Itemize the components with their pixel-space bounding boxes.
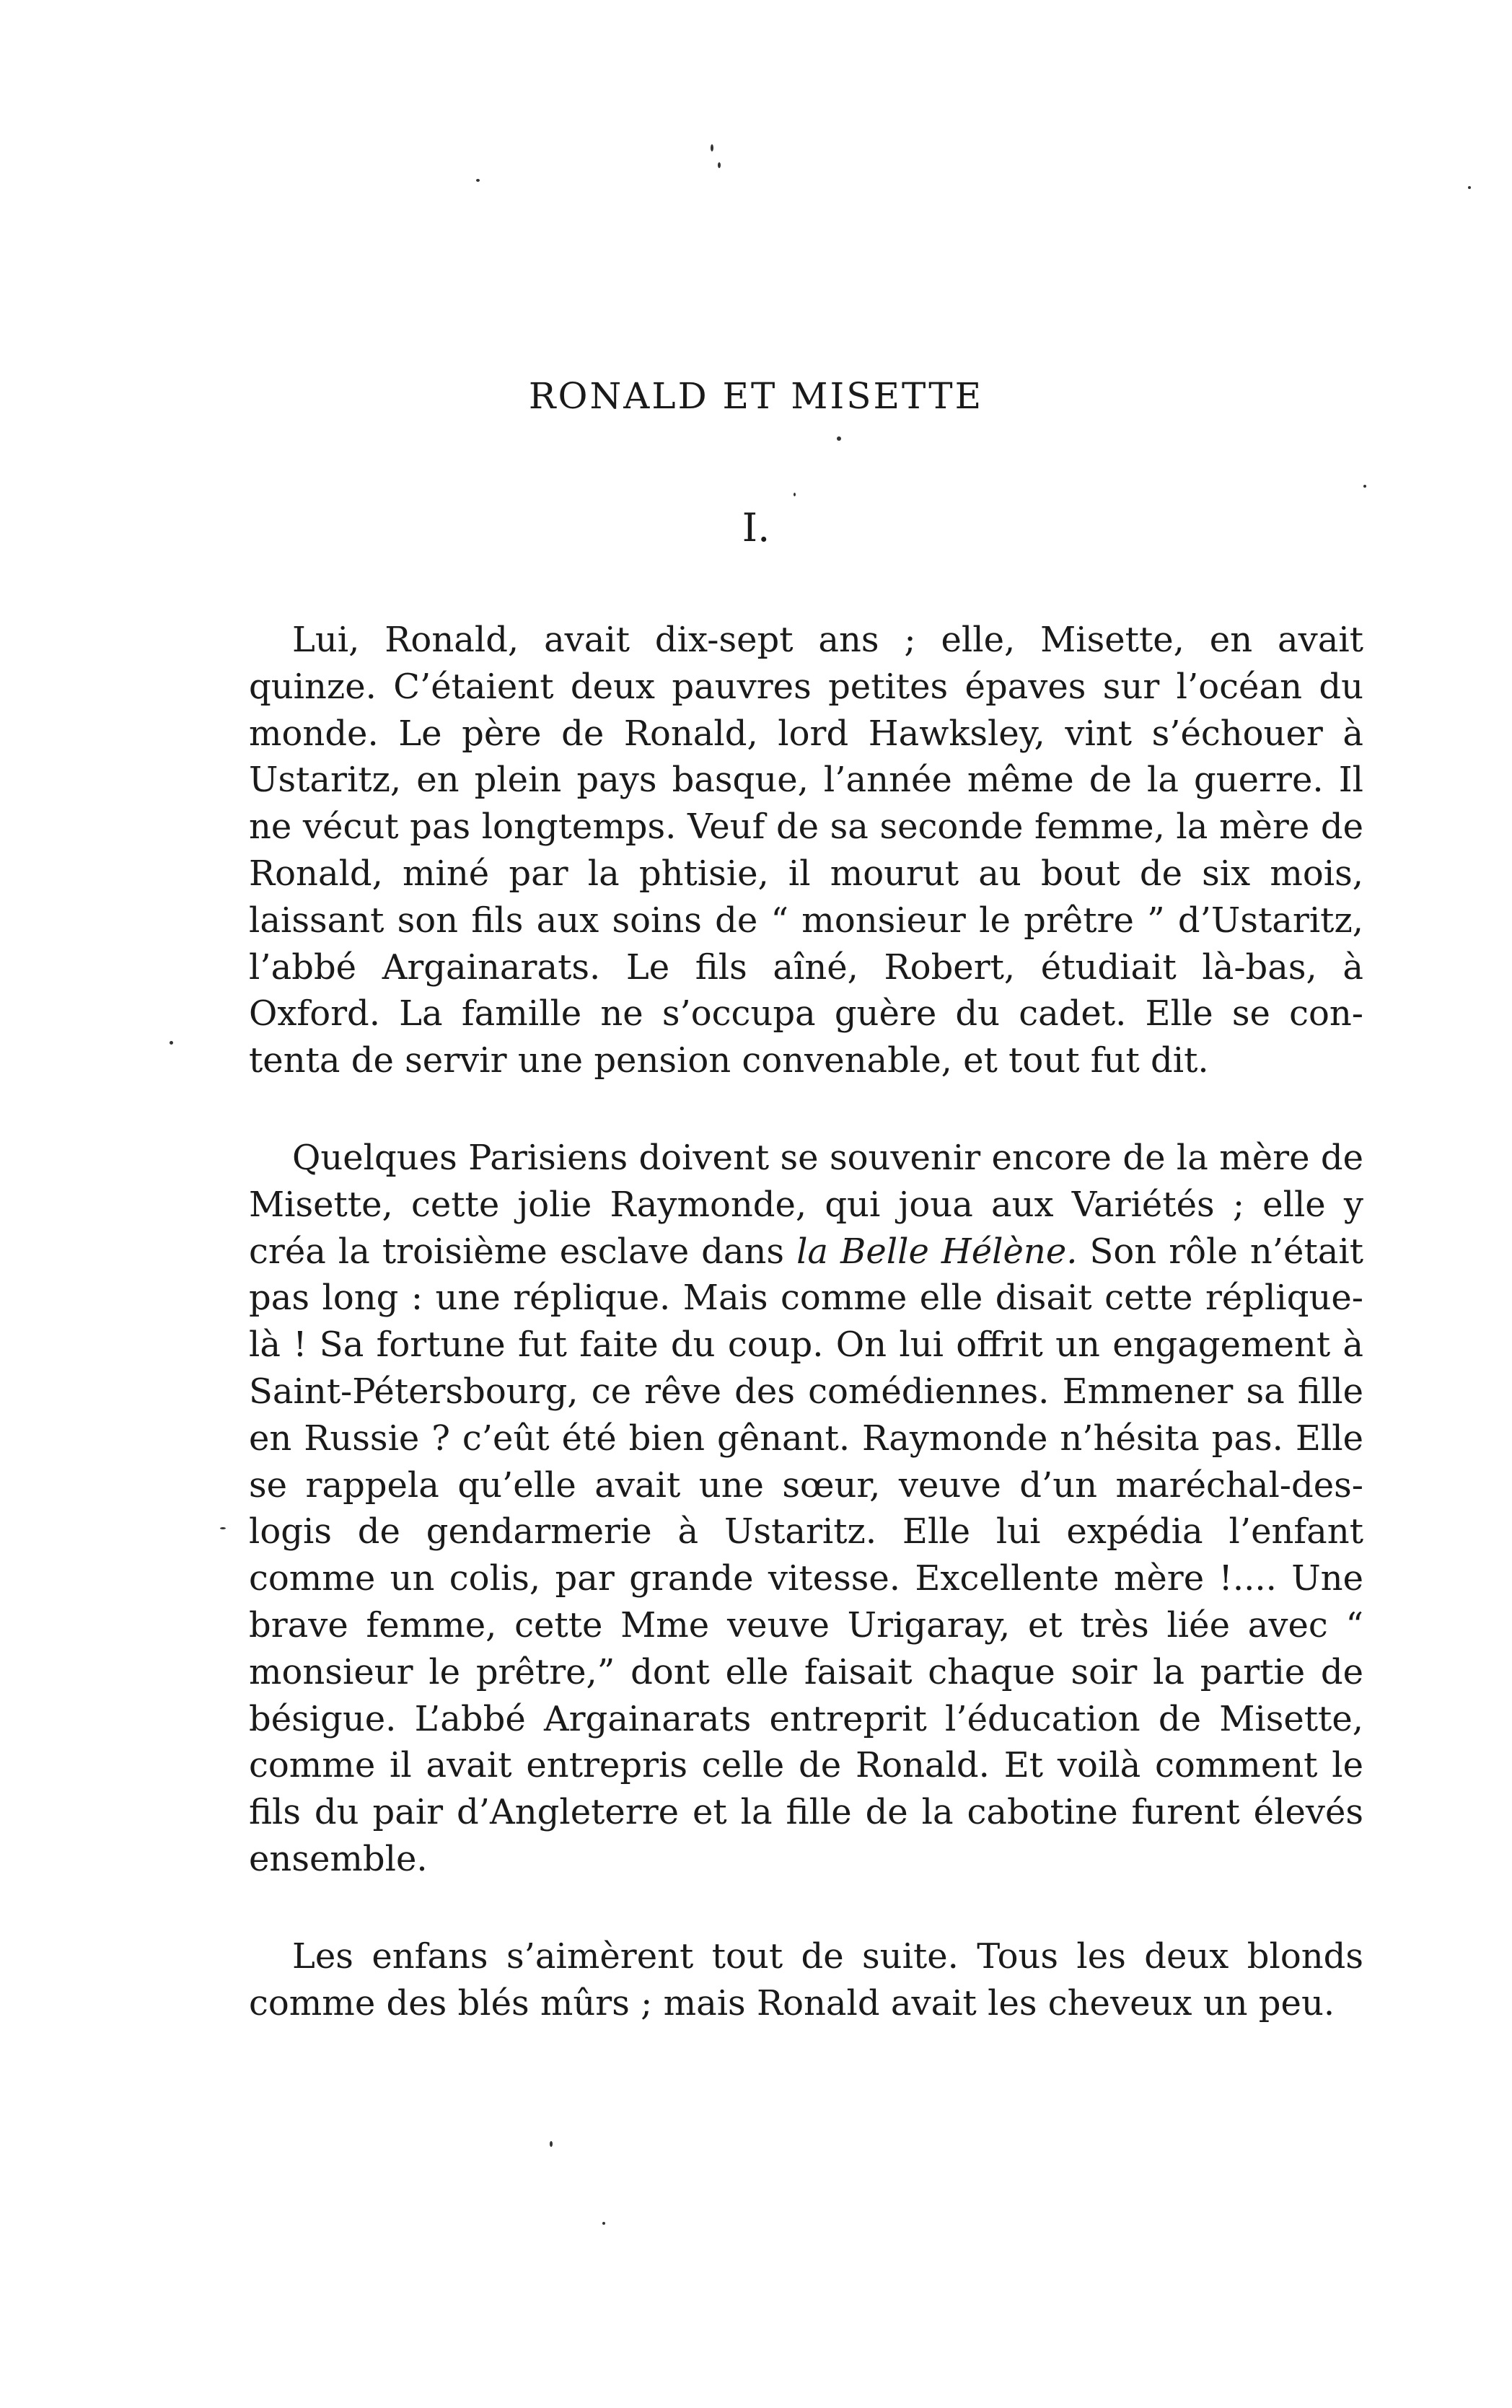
scan-speck: [550, 2141, 553, 2147]
scan-speck: [170, 1041, 173, 1045]
section-number: I.: [742, 505, 770, 550]
paragraph-1-text: Lui, Ronald, avait dix-sept ans ; elle, Misette, en avait quinze. C’étaient deux pauvres petites épaves sur l’océan du monde. Le père de Ronald, lord Hawksley, vint s’échouer à Ustaritz, en plein pays basque, l’année même de la guerre. Il ne vécut pas longtemps. Veuf de sa seconde femme, la mère de Ronald, miné par la phtisie, il mourut au bout de six mois, laissant son fils aux soins de “ monsieur le prêtre ” d’Ustaritz, l’abbé Argainarats. Le fils aîné, Robert, étudiait là-bas, à Oxford. La famille ne s’occupa guère du cadet. Elle se contenta de servir une pension convenable, et tout fut dit.: [249, 620, 1363, 1081]
scan-speck: [837, 436, 841, 441]
chapter-title: RONALD ET MISETTE: [528, 375, 984, 417]
scan-speck: [476, 179, 480, 182]
body-text: [249, 617, 1363, 2077]
paragraph-3: [249, 1933, 1363, 2027]
paragraph-2-text-end: Son rôle n’était pas long : une réplique. Mais comme elle disait cette réplique-là ! Sa fortune fut faite du coup. On lui offrit un engagement à Saint-Pétersbourg, ce rêve des comédiennes. Emmener sa fille en Russie ? c’eût été bien gênant. Raymonde n’hésita pas. Elle se rappela qu’elle avait une sœur, veuve d’un maréchal-des-logis de gendarmerie à Ustaritz. Elle lui expédia l’enfant comme un colis, par grande vitesse. Excellente mère !.... Une brave femme, cette Mme veuve Urigaray, et très liée avec “ monsieur le prêtre,” dont elle faisait chaque soir la partie de bésigue. L’abbé Argainarats entreprit l’éducation de Misette, comme il avait entrepris celle de Ronald. Et voilà comment le fils du pair d’Angleterre et la fille de la cabotine furent élevés ensemble.: [249, 1231, 1363, 1879]
scan-speck: [602, 2222, 605, 2225]
paragraph-2: [249, 1135, 1363, 1883]
scan-speck: [794, 493, 796, 496]
play-title-italic: la Belle Hélène.: [796, 1231, 1078, 1272]
paragraph-3-text: Les enfans s’aimèrent tout de suite. Tous les deux blonds comme des blés mûrs ; mais Ronald avait les cheveux un peu.: [249, 1935, 1363, 2023]
scan-speck: [1363, 485, 1366, 488]
scan-speck: [1468, 186, 1471, 189]
paragraph-1: [249, 617, 1363, 1084]
paragraph-2-text-start: Quelques Parisiens doivent se souvenir encore de la mère de Misette, cette jolie Raymonde, qui joua aux Variétés ; elle y créa la troisième esclave dans: [249, 1137, 1363, 1272]
scan-speck: [711, 144, 713, 151]
scan-speck: [220, 1527, 226, 1529]
scan-speck: [718, 162, 721, 168]
